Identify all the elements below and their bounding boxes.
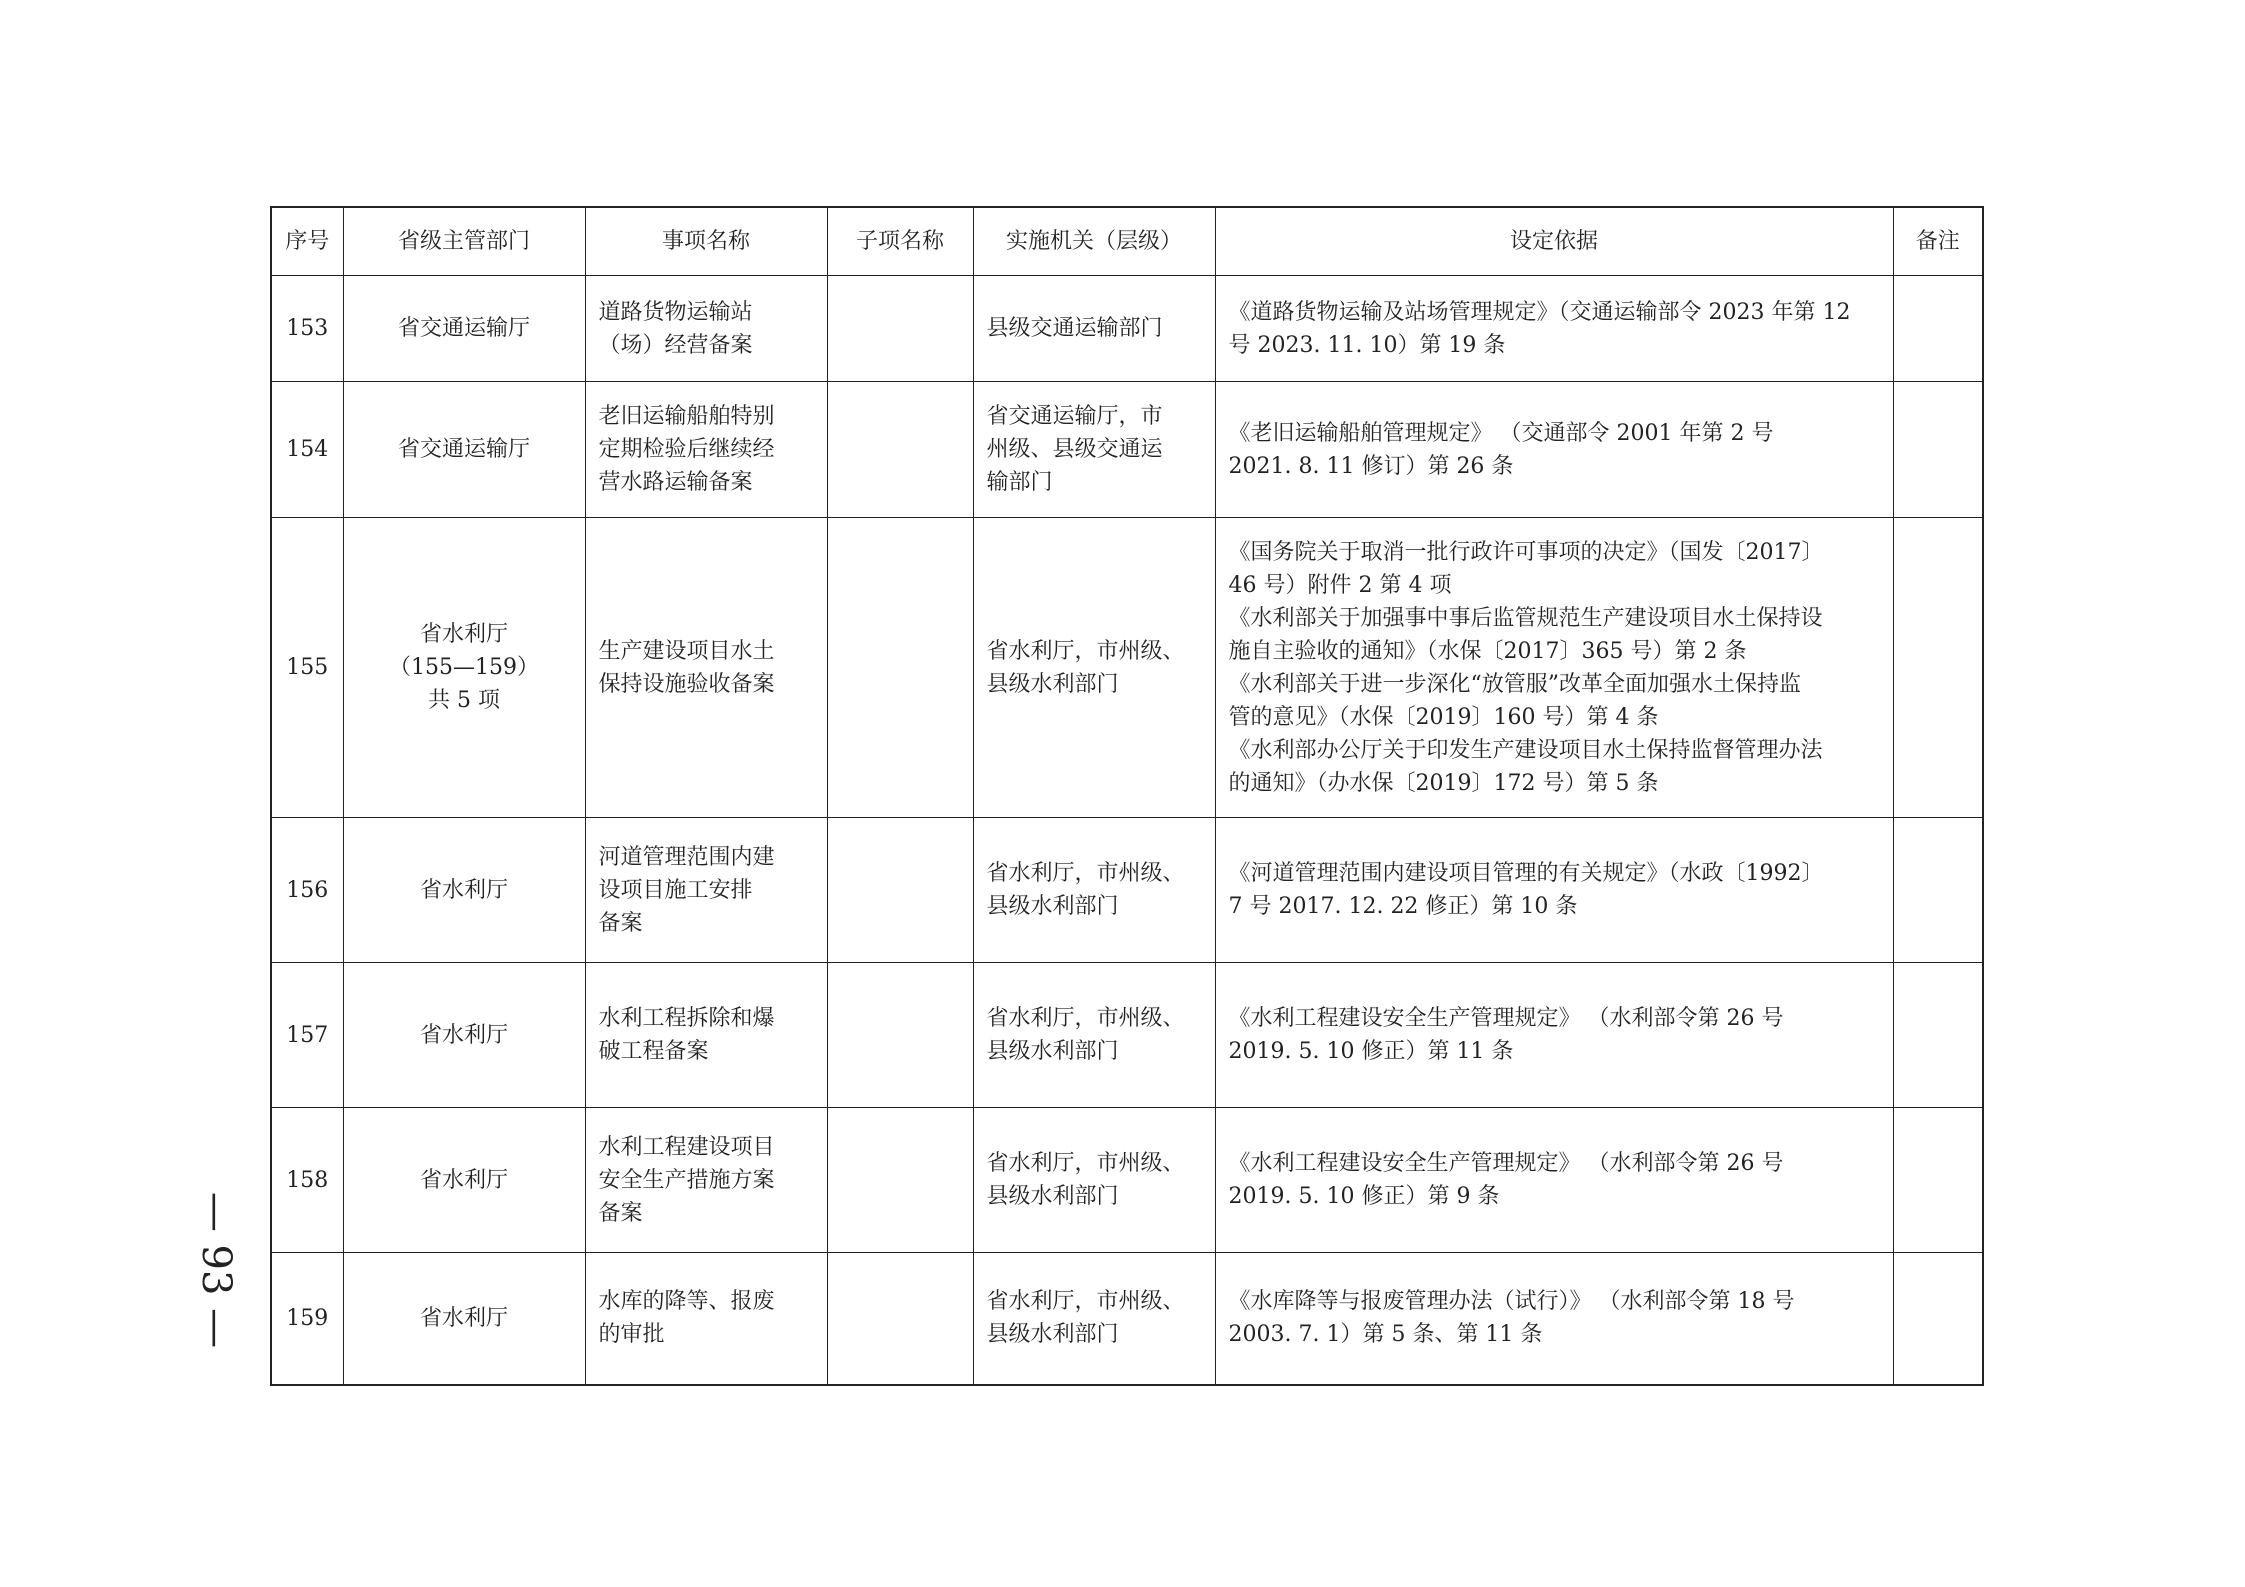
department-cell (343, 818, 585, 963)
agency-cell-line: 省水利厅，市州级、 (986, 638, 1185, 664)
item-name-cell-line: 河道管理范围内建 (598, 844, 775, 870)
agency-cell (973, 818, 1215, 963)
basis-cell-line: 2019. 5. 10 修正）第 11 条 (1228, 1039, 1514, 1064)
basis-cell-line: 《水利部办公厅关于印发生产建设项目水土保持监督管理办法 (1228, 737, 1823, 763)
basis-cell-line: 7 号 2017. 12. 22 修正）第 10 条 (1228, 894, 1578, 919)
item-name-cell-line: 保持设施验收备案 (598, 671, 775, 697)
agency-cell-line: 输部门 (986, 470, 1053, 495)
basis-cell (1215, 1108, 1893, 1253)
basis-cell-line: 《水利部关于进一步深化“放管服”改革全面加强水土保持监 (1228, 671, 1801, 697)
basis-cell-line: 管的意见》（水保〔2019〕160 号）第 4 条 (1228, 704, 1659, 730)
sub-item-cell (827, 382, 973, 518)
item-name-cell-line: 破工程备案 (598, 1039, 709, 1064)
item-name-cell-line: 生产建设项目水土 (598, 638, 775, 664)
basis-cell (1215, 382, 1893, 518)
header-cell: 事项名称 (585, 207, 827, 276)
basis-cell (1215, 1253, 1893, 1385)
basis-cell-line: 号 2023. 11. 10）第 19 条 (1228, 332, 1506, 358)
basis-cell-line: 2019. 5. 10 修正）第 9 条 (1228, 1184, 1500, 1209)
item-name-cell (585, 276, 827, 382)
note-cell (1893, 518, 1983, 818)
header-row (271, 207, 1983, 276)
department-cell-line: 共 5 项 (428, 688, 500, 713)
department-cell-line: （155—159） (389, 655, 539, 680)
basis-cell-line: 2003. 7. 1）第 5 条、第 11 条 (1228, 1322, 1543, 1348)
basis-cell-line: 《水利部关于加强事中事后监管规范生产建设项目水土保持设 (1228, 605, 1823, 631)
table-row (271, 1108, 1983, 1253)
item-name-cell-line: 水利工程拆除和爆 (598, 1006, 775, 1031)
note-cell (1893, 963, 1983, 1108)
item-name-cell-line: 的审批 (598, 1322, 665, 1348)
department-cell-line: 省交通运输厅 (397, 316, 530, 341)
item-name-cell-line: 水利工程建设项目 (598, 1134, 775, 1160)
note-cell (1893, 818, 1983, 963)
agency-cell-line: 省水利厅，市州级、 (986, 1006, 1185, 1031)
basis-cell-line: 施自主验收的通知》（水保〔2017〕365 号）第 2 条 (1228, 638, 1747, 664)
department-cell (343, 963, 585, 1108)
table-row (271, 382, 1983, 518)
item-name-cell-line: 营水路运输备案 (598, 470, 753, 495)
agency-cell-line: 县级交通运输部门 (986, 316, 1163, 341)
item-name-cell-line: 定期检验后继续经 (598, 437, 775, 462)
item-name-cell-line: 安全生产措施方案 (598, 1167, 775, 1193)
item-name-cell (585, 382, 827, 518)
basis-cell-line: 《水利工程建设安全生产管理规定》 （水利部令第 26 号 (1228, 1151, 1784, 1176)
department-cell (343, 276, 585, 382)
basis-cell (1215, 818, 1893, 963)
table-row (271, 963, 1983, 1108)
department-cell (343, 518, 585, 818)
item-name-cell (585, 518, 827, 818)
basis-cell (1215, 963, 1893, 1108)
item-name-cell-line: 水库的降等、报废 (598, 1289, 775, 1315)
item-name-cell (585, 818, 827, 963)
sub-item-cell (827, 818, 973, 963)
row-number-cell: 158 (271, 1108, 343, 1253)
item-name-cell (585, 1108, 827, 1253)
agency-cell (973, 963, 1215, 1108)
agency-cell (973, 1108, 1215, 1253)
page-number: — 93 — (193, 1191, 239, 1349)
basis-cell-line: 《国务院关于取消一批行政许可事项的决定》（国发〔2017〕 (1228, 539, 1824, 565)
agency-cell-line: 县级水利部门 (986, 671, 1119, 697)
basis-cell (1215, 518, 1893, 818)
table-row (271, 818, 1983, 963)
note-cell (1893, 382, 1983, 518)
department-cell-line: 省水利厅 (419, 1022, 508, 1048)
basis-cell-line: 2021. 8. 11 修订）第 26 条 (1228, 453, 1514, 479)
agency-cell (973, 1253, 1215, 1385)
agency-cell-line: 省水利厅，市州级、 (986, 861, 1185, 886)
item-name-cell-line: （场）经营备案 (598, 332, 753, 358)
sub-item-cell (827, 276, 973, 382)
header-cell: 设定依据 (1215, 207, 1893, 276)
basis-cell-line: 的通知》（办水保〔2019〕172 号）第 5 条 (1228, 770, 1659, 796)
sub-item-cell (827, 1253, 973, 1385)
department-cell-line: 省水利厅 (419, 1305, 508, 1331)
row-number-cell: 155 (271, 518, 343, 818)
row-number-cell: 159 (271, 1253, 343, 1385)
item-name-cell-line: 道路货物运输站 (598, 299, 753, 325)
department-cell (343, 382, 585, 518)
department-cell-line: 省水利厅 (419, 1167, 508, 1193)
agency-cell (973, 276, 1215, 382)
agency-cell-line: 县级水利部门 (986, 1184, 1119, 1209)
header-cell: 备注 (1893, 207, 1983, 276)
row-number-cell: 153 (271, 276, 343, 382)
agency-cell-line: 省水利厅，市州级、 (986, 1289, 1185, 1315)
header-cell: 省级主管部门 (343, 207, 585, 276)
item-name-cell (585, 1253, 827, 1385)
table-row (271, 518, 1983, 818)
basis-cell-line: 《水利工程建设安全生产管理规定》 （水利部令第 26 号 (1228, 1006, 1784, 1031)
table-row (271, 276, 1983, 382)
sub-item-cell (827, 963, 973, 1108)
agency-cell-line: 州级、县级交通运 (986, 437, 1163, 462)
agency-cell-line: 县级水利部门 (986, 1322, 1119, 1348)
item-name-cell-line: 设项目施工安排 (598, 877, 753, 903)
agency-cell (973, 382, 1215, 518)
agency-cell-line: 省交通运输厅，市 (986, 404, 1163, 429)
basis-cell-line: 《老旧运输船舶管理规定》 （交通部令 2001 年第 2 号 (1228, 420, 1774, 446)
item-name-cell-line: 备案 (598, 1200, 643, 1226)
department-cell-line: 省水利厅 (419, 622, 508, 647)
department-cell (343, 1253, 585, 1385)
basis-cell (1215, 276, 1893, 382)
row-number-cell: 154 (271, 382, 343, 518)
items-table (270, 206, 1984, 1386)
basis-cell-line: 《河道管理范围内建设项目管理的有关规定》（水政〔1992〕 (1228, 861, 1824, 886)
item-name-cell (585, 963, 827, 1108)
sub-item-cell (827, 1108, 973, 1253)
agency-cell (973, 518, 1215, 818)
header-cell: 序号 (271, 207, 343, 276)
department-cell-line: 省水利厅 (419, 877, 508, 903)
department-cell (343, 1108, 585, 1253)
note-cell (1893, 1253, 1983, 1385)
agency-cell-line: 县级水利部门 (986, 1039, 1119, 1064)
item-name-cell-line: 老旧运输船舶特别 (598, 404, 775, 429)
agency-cell-line: 省水利厅，市州级、 (986, 1151, 1185, 1176)
item-name-cell-line: 备案 (598, 910, 643, 936)
note-cell (1893, 276, 1983, 382)
sub-item-cell (827, 518, 973, 818)
row-number-cell: 157 (271, 963, 343, 1108)
header-cell: 实施机关（层级） (973, 207, 1215, 276)
note-cell (1893, 1108, 1983, 1253)
agency-cell-line: 县级水利部门 (986, 894, 1119, 919)
basis-cell-line: 46 号）附件 2 第 4 项 (1228, 572, 1452, 598)
table-row (271, 1253, 1983, 1385)
header-cell: 子项名称 (827, 207, 973, 276)
row-number-cell: 156 (271, 818, 343, 963)
basis-cell-line: 《水库降等与报废管理办法（试行）》 （水利部令第 18 号 (1228, 1289, 1795, 1315)
basis-cell-line: 《道路货物运输及站场管理规定》（交通运输部令 2023 年第 12 (1228, 299, 1851, 325)
department-cell-line: 省交通运输厅 (397, 437, 530, 462)
